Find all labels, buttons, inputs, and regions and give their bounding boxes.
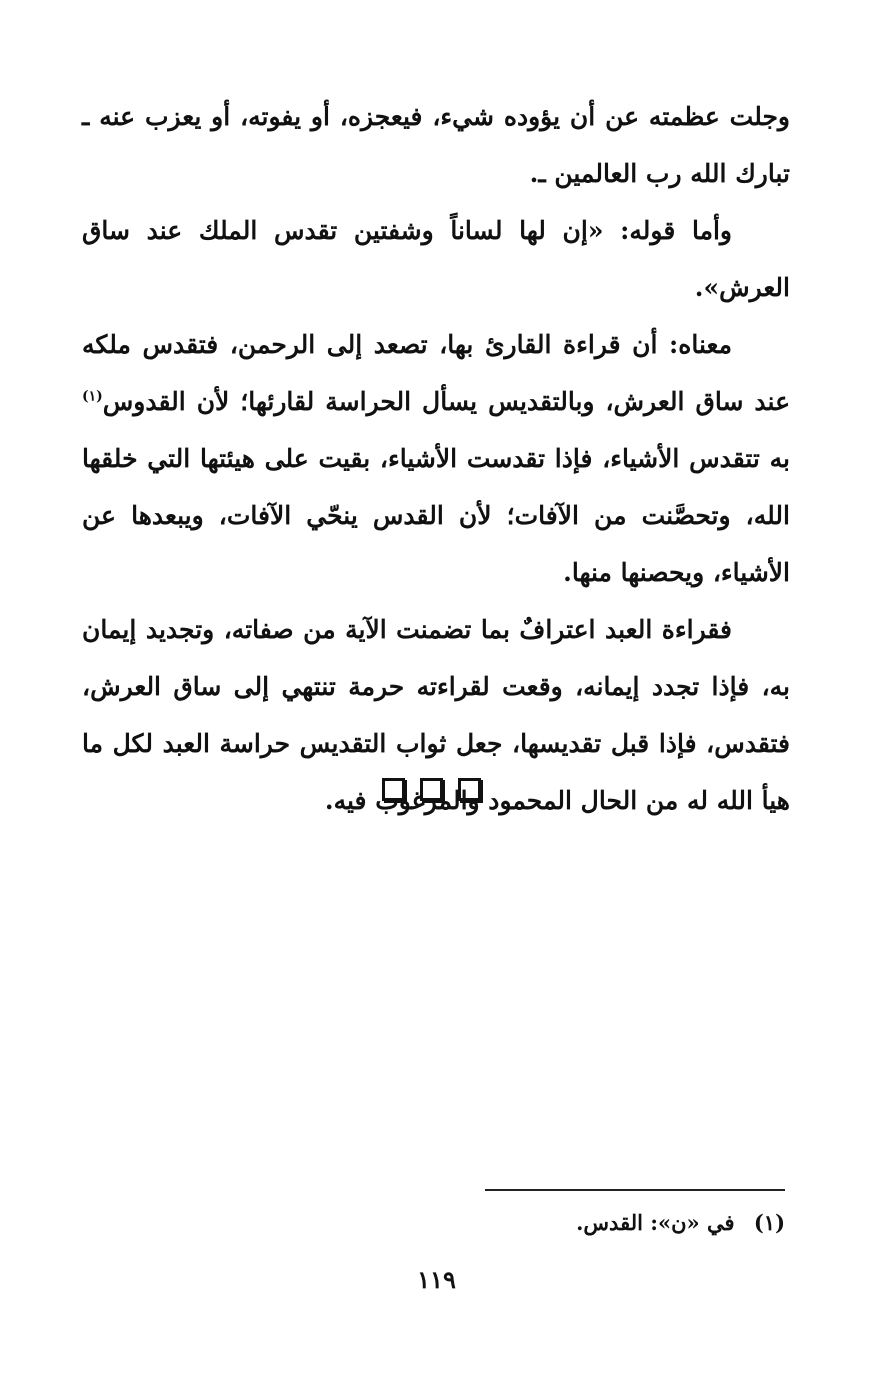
paragraph-3 [82,316,790,601]
footnote [485,1206,785,1240]
footnote-text: في «ن»: القدس. [576,1210,735,1235]
paragraph-text: فقراءة العبد اعترافٌ بما تضمنت الآية من صفاته، وتجديد إيمان به، فإذا تجدد إيمانه، وقعت لقراءته حرمة تنتهي إلى ساق العرش، فتقدس، فإذا قبل تقديسها، جعل ثواب التقديس حراسة العبد لكل ما هيأ الله له من الحال المحمود والمرغوب فيه. [82,615,790,815]
footnote-divider [485,1189,785,1191]
square-ornament-icon [458,778,481,801]
page-number: ١١٩ [417,1265,456,1294]
paragraph-2 [82,202,790,316]
square-ornament-icon [382,778,405,801]
square-ornament-icon [420,778,443,801]
footnote-reference[interactable]: (١) [82,388,103,405]
paragraph-text: وأما قوله: «إن لها لساناً وشفتين تقدس الملك عند ساق العرش». [82,216,790,302]
paragraph-text: وجلت عظمته عن أن يؤوده شيء، فيعجزه، أو يفوته، أو يعزب عنه ـ تبارك الله رب العالمين ـ. [82,102,790,188]
paragraph-text-continued: به تتقدس الأشياء، فإذا تقدست الأشياء، بقيت على هيئتها التي خلقها الله، وتحصَّنت من الآفات؛ لأن القدس ينحّي الآفات، ويبعدها عن الأشياء، ويحصنها منها. [82,444,790,587]
paragraph-text: معناه: أن قراءة القارئ بها، تصعد إلى الرحمن، فتقدس ملكه عند ساق العرش، وبالتقديس يسأل الحراسة لقارئها؛ لأن القدوس [82,330,790,416]
paragraph-1 [82,88,790,202]
main-text [82,88,790,829]
section-separator [382,778,492,802]
footnote-number: (١) [753,1210,785,1235]
